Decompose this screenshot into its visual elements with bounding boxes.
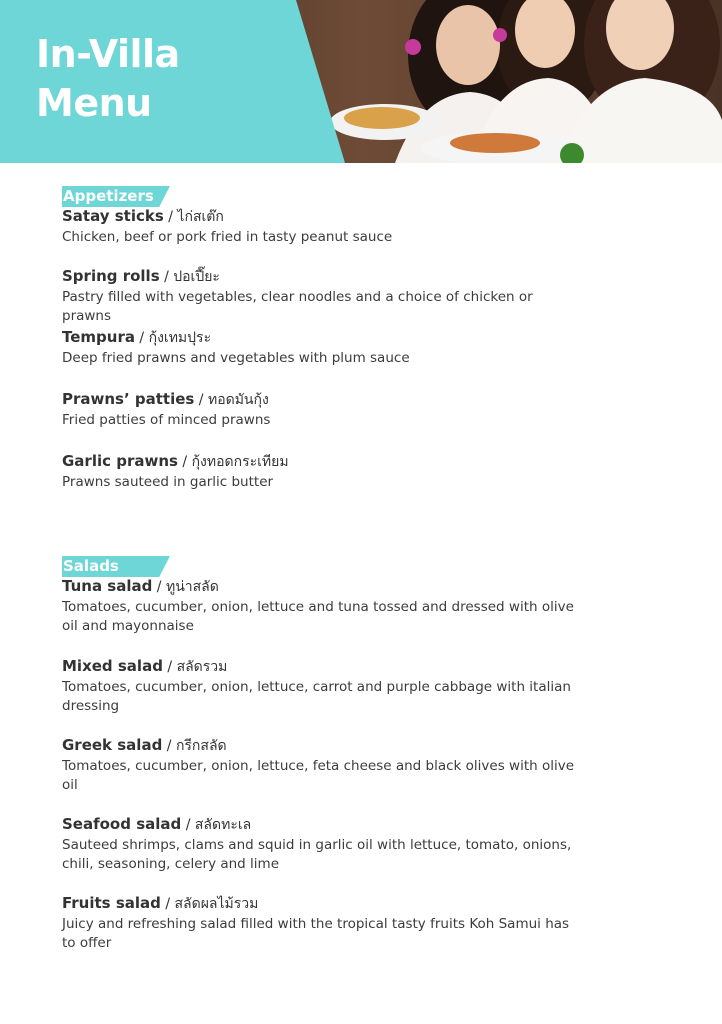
menu-item-description: Deep fried prawns and vegetables with plum sauce: [62, 350, 410, 366]
section-heading: Appetizers: [63, 187, 154, 205]
menu-item-heading: [62, 577, 582, 597]
menu-item-name: Satay sticks: [62, 207, 164, 225]
name-separator: /: [181, 817, 195, 833]
menu-item: [62, 815, 582, 874]
menu-item-heading: [62, 736, 582, 756]
menu-item-description: Tomatoes, cucumber, onion, lettuce, carrot and purple cabbage with italian dressing: [62, 679, 571, 714]
menu-item: [62, 207, 582, 247]
menu-item-name: Greek salad: [62, 736, 163, 754]
menu-item-name: Spring rolls: [62, 267, 160, 285]
menu-item: [62, 328, 582, 368]
menu-section-appetizers: [62, 186, 582, 490]
menu-item: [62, 452, 582, 492]
menu-item-thai-name: ปอเปี๊ยะ: [173, 269, 220, 285]
menu-item: [62, 390, 582, 430]
menu-item-name: Garlic prawns: [62, 452, 178, 470]
menu-item-heading: [62, 452, 582, 472]
menu-item-thai-name: สลัดผลไม้รวม: [174, 896, 259, 912]
menu-item-thai-name: ไก่สเต๊ก: [177, 209, 224, 225]
menu-item-description: Prawns sauteed in garlic butter: [62, 474, 274, 490]
menu-section-salads: [62, 556, 582, 951]
menu-item-thai-name: ทอดมันกุ้ง: [207, 392, 269, 408]
menu-item-description: Tomatoes, cucumber, onion, lettuce and tuna tossed and dressed with olive oil and mayonnaise: [62, 599, 574, 634]
menu-item-heading: [62, 267, 582, 287]
menu-item-description: Tomatoes, cucumber, onion, lettuce, feta cheese and black olives with olive oil: [62, 758, 575, 793]
section-heading-tag: [62, 556, 170, 577]
name-separator: /: [159, 269, 174, 285]
menu-item-heading: [62, 657, 582, 677]
menu-item-description: Pastry filled with vegetables, clear noodles and a choice of chicken or prawns: [62, 289, 533, 324]
menu-item-heading: [62, 390, 582, 410]
menu-item-description: Juicy and refreshing salad filled with the tropical tasty fruits Koh Samui has to offer: [62, 916, 570, 951]
menu-item-name: Fruits salad: [62, 894, 161, 912]
menu-item: [62, 657, 582, 716]
menu-item-name: Tuna salad: [62, 577, 153, 595]
name-separator: /: [163, 209, 178, 225]
menu-item-heading: [62, 328, 582, 348]
header-banner: [0, 0, 722, 163]
menu-item-thai-name: กรีกสลัด: [175, 738, 227, 754]
menu-item-thai-name: กุ้งทอดกระเทียม: [191, 454, 289, 470]
menu-item-thai-name: ทูน่าสลัด: [165, 579, 219, 595]
menu-item-name: Tempura: [62, 328, 135, 346]
menu-item: [62, 267, 582, 326]
name-separator: /: [162, 738, 176, 754]
page-title: In-Villa Menu: [36, 32, 180, 125]
menu-item-thai-name: กุ้งเทมปุระ: [148, 330, 212, 346]
name-separator: /: [134, 330, 149, 346]
menu-item-heading: [62, 207, 582, 227]
name-separator: /: [152, 579, 166, 595]
menu-item-description: Chicken, beef or pork fried in tasty peanut sauce: [62, 229, 393, 245]
name-separator: /: [162, 659, 177, 675]
menu-item-thai-name: สลัดทะเล: [194, 817, 252, 833]
name-separator: /: [160, 896, 175, 912]
menu-item-name: Prawns’ patties: [62, 390, 195, 408]
menu-item-heading: [62, 815, 582, 835]
name-separator: /: [194, 392, 208, 408]
menu-item: [62, 736, 582, 795]
menu-item-heading: [62, 894, 582, 914]
name-separator: /: [177, 454, 192, 470]
menu-item: [62, 894, 582, 953]
menu-item-description: Fried patties of minced prawns: [62, 412, 271, 428]
section-heading-tag: [62, 186, 170, 207]
section-heading: Salads: [63, 557, 119, 575]
menu-item-name: Mixed salad: [62, 657, 163, 675]
menu-item-name: Seafood salad: [62, 815, 182, 833]
menu-item-thai-name: สลัดรวม: [176, 659, 228, 675]
menu-item: [62, 577, 582, 636]
menu-item-description: Sauteed shrimps, clams and squid in garlic oil with lettuce, tomato, onions, chili, seasoning, celery and lime: [62, 837, 572, 872]
